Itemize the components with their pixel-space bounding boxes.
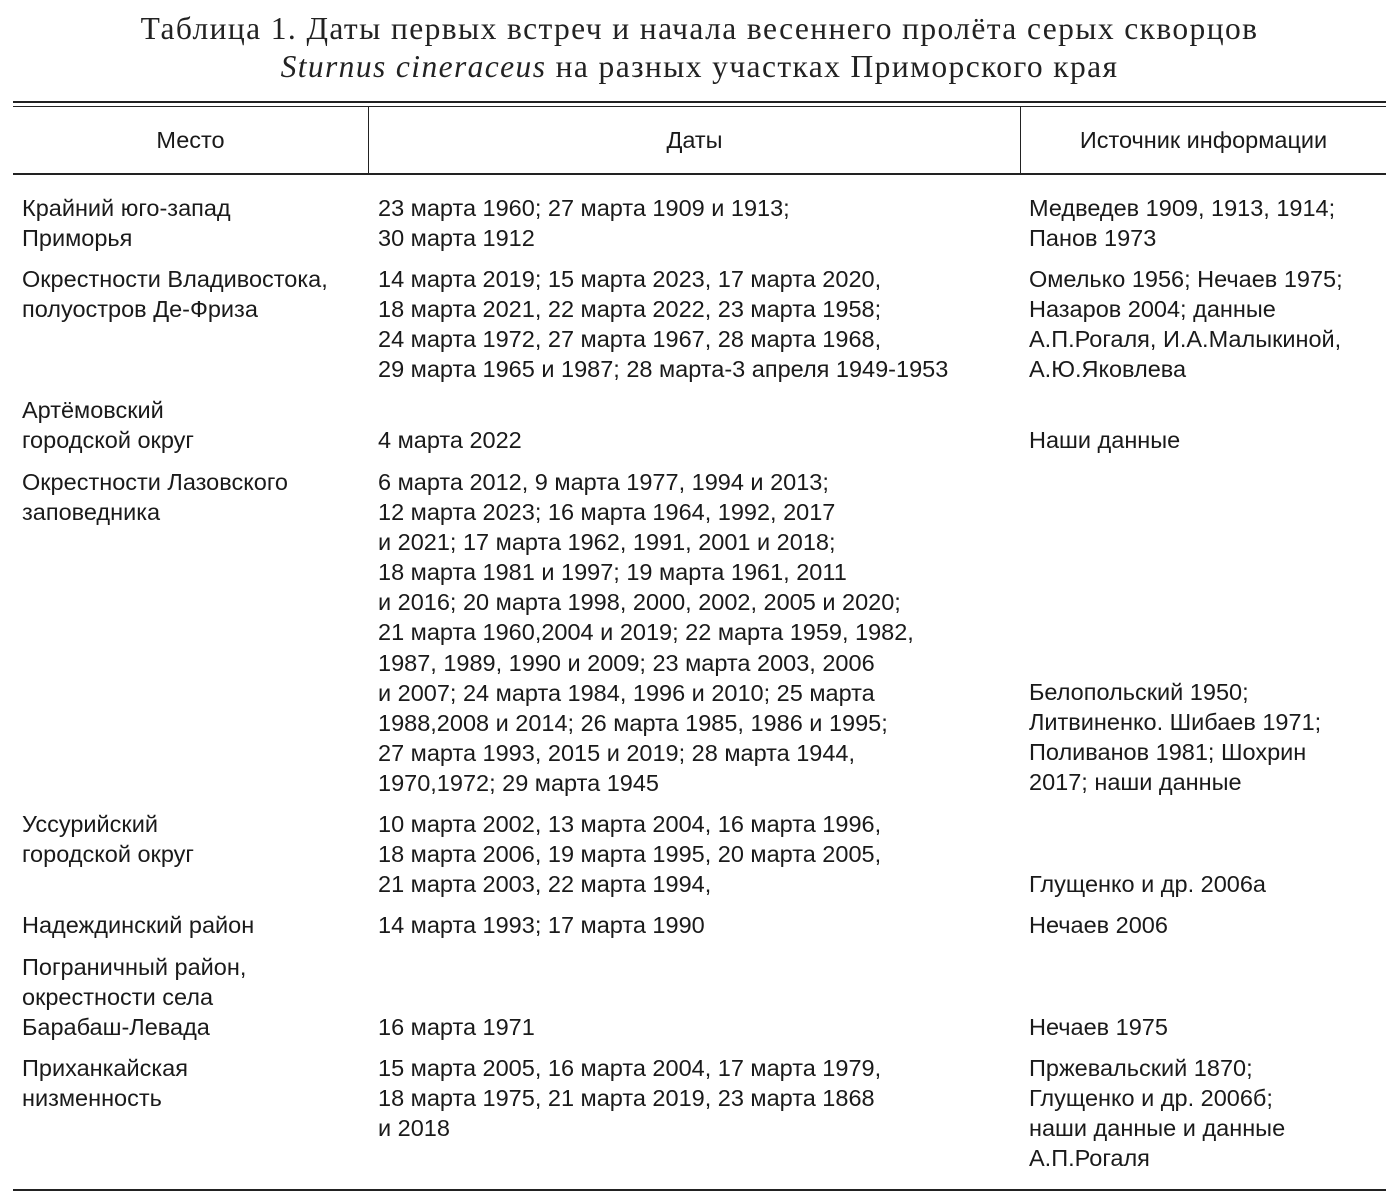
row-7-source: Нечаев 1975 [1029, 1014, 1168, 1040]
row-7-dates: 16 марта 1971 [378, 1014, 535, 1040]
row-2-place: Окрестности Владивостока, полуостров Де-Фриза [22, 266, 328, 323]
header-bottom-rule [13, 173, 1386, 175]
row-1-place: Крайний юго-запад Приморья [22, 195, 231, 252]
table-top-rule [13, 101, 1386, 103]
table-caption [0, 10, 1399, 86]
row-6-source: Нечаев 2006 [1029, 912, 1168, 938]
row-3-dates: 4 марта 2022 [378, 427, 522, 453]
header-source: Источник информации [1079, 127, 1328, 153]
row-1-source: Медведев 1909, 1913, 1914; Панов 1973 [1029, 195, 1336, 252]
row-6-place: Надеждинский район [22, 912, 255, 938]
header-place: Место [156, 127, 225, 153]
row-8-dates: 15 марта 2005, 16 марта 2004, 17 марта 1979, 18 марта 1975, 21 марта 2019, 23 марта 1868 и 2018 [378, 1055, 882, 1142]
row-5-source: Глущенко и др. 2006а [1029, 871, 1266, 897]
row-5-dates: 10 марта 2002, 13 марта 2004, 16 марта 1996, 18 марта 2006, 19 марта 1995, 20 марта 2005, 21 марта 2003, 22 марта 1994, [378, 811, 882, 898]
species-name: Sturnus cineraceus [280, 49, 547, 84]
caption-line-1: Таблица 1. Даты первых встреч и начала весеннего пролёта серых скворцов [140, 11, 1259, 46]
header-dates: Даты [666, 127, 723, 153]
row-1-dates: 23 марта 1960; 27 марта 1909 и 1913; 30 марта 1912 [378, 195, 790, 252]
row-7-place: Пограничный район, окрестности села Барабаш-Левада [22, 954, 247, 1041]
row-3-source: Наши данные [1029, 427, 1181, 453]
row-8-source: Пржевальский 1870; Глущенко и др. 2006б; наши данные и данные А.П.Рогаля [1029, 1055, 1286, 1172]
row-4-place: Окрестности Лазовского заповедника [22, 469, 288, 526]
caption-line-2-rest: на разных участках Приморского края [546, 49, 1119, 84]
row-4-dates: 6 марта 2012, 9 марта 1977, 1994 и 2013; 12 марта 2023; 16 марта 1964, 1992, 2017 и 2021; 17 марта 1962, 1991, 2001 и 2018; 18 марта 1981 и 1997; 19 марта 1961, 2011 и 2016; 20 марта 1998, 2000, 2002, 2005 и 2020; 21 марта 1960,2004 и 2019; 22 марта 1959, 1982, 1987, 1989, 1990 и 2009; 23 марта 2003, 2006 и 2007; 24 марта 1984, 1996 и 2010; 25 марта 1988,2008 и 2014; 26 марта 1985, 1986 и 1995; 27 марта 1993, 2015 и 2019; 28 марта 1944, 1970,1972; 29 марта 1945 [378, 469, 914, 796]
row-5-place: Уссурийский городской округ [22, 811, 194, 868]
row-6-dates: 14 марта 1993; 17 марта 1990 [378, 912, 705, 938]
row-3-place: Артёмовский городской округ [22, 397, 194, 454]
caption-line-2 [0, 48, 1399, 86]
row-8-place: Приханкайская низменность [22, 1055, 188, 1112]
row-4-source: Белопольский 1950; Литвиненко. Шибаев 1971; Поливанов 1981; Шохрин 2017; наши данные [1029, 679, 1322, 796]
row-2-dates: 14 марта 2019; 15 марта 2023, 17 марта 2020, 18 марта 2021, 22 марта 2022, 23 марта 1958; 24 марта 1972, 27 марта 1967, 28 марта 1968, 29 марта 1965 и 1987; 28 марта-3 апреля 1949-1953 [378, 266, 949, 383]
row-2-source: Омелько 1956; Нечаев 1975; Назаров 2004; данные А.П.Рогаля, И.А.Малыкиной, А.Ю.Яковлева [1029, 266, 1343, 383]
table-bottom-rule [13, 1189, 1386, 1191]
